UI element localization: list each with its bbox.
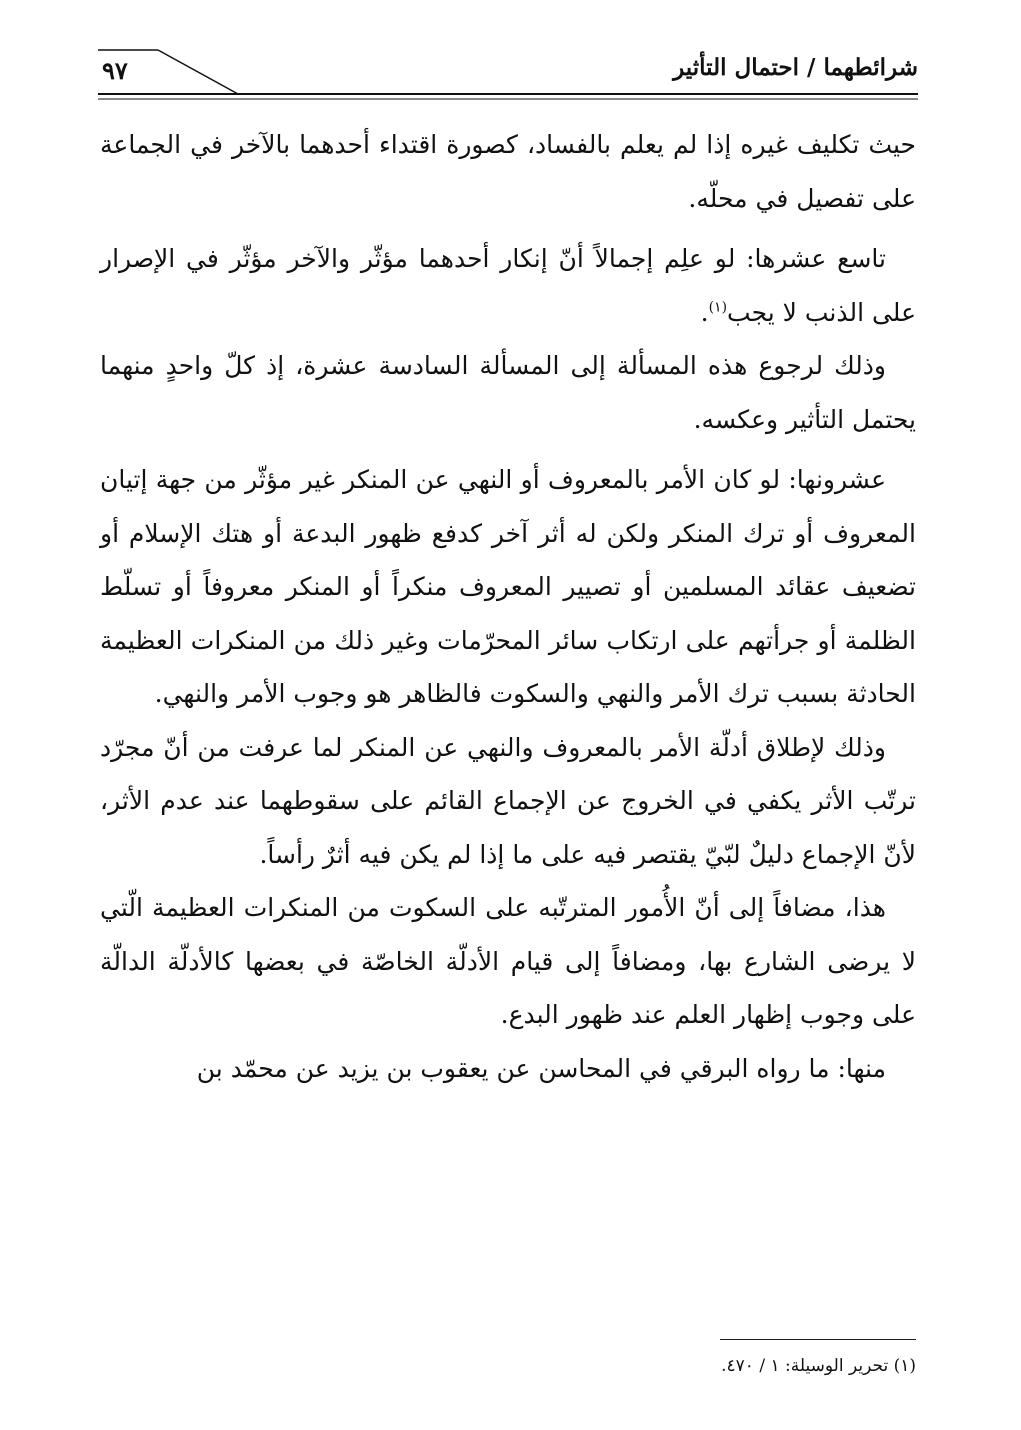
footnote-separator — [720, 1339, 916, 1340]
running-title: شرائطهما / احتمال التأثير — [673, 54, 918, 81]
paragraph: منها: ما رواه البرقي في المحاسن عن يعقوب بن يزيد عن محمّد بن — [196, 1053, 886, 1083]
page-header — [98, 46, 918, 102]
paragraph: وذلك لرجوع هذه المسألة إلى المسألة السادسة عشرة، إذ كلّ واحدٍ منهما يحتمل التأثير وعكسه. — [100, 351, 916, 434]
paragraph-text: تاسع عشرها: لو علِم إجمالاً أنّ إنكار أحدهما مؤثّر والآخر مؤثّر في الإصرار على الذنب لا يجب — [100, 244, 916, 327]
footnote: (١) تحرير الوسيلة: ١ / ٤٧٠. — [721, 1356, 916, 1376]
page-number: ٩٧ — [102, 56, 128, 85]
page-body — [100, 118, 916, 1095]
paragraph: عشرونها: لو كان الأمر بالمعروف أو النهي عن المنكر غير مؤثّر من جهة إتيان المعروف أو ترك المنكر ولكن له أثر آخر كدفع ظهور البدعة أو هتك الإسلام أو تضعيف عقائد المسلمين أو تصيير المعروف منكراً أو المنكر معروفاً أو تسلّط الظلمة أو جرأتهم على ارتكاب سائر المحرّمات وغير ذلك من المنكرات العظيمة الحادثة بسبب ترك الأمر والنهي والسكوت فالظاهر هو وجوب الأمر والنهي. — [100, 465, 916, 708]
paragraph-tail: . — [700, 297, 709, 327]
paragraph — [100, 232, 916, 339]
paragraph: هذا، مضافاً إلى أنّ الأُمور المترتّبه على السكوت من المنكرات العظيمة الّتي لا يرضى الشارع بها، ومضافاً إلى قيام الأدلّة الخاصّة في بعضها كالأدلّة الدالّة على وجوب إظهار العلم عند ظهور البدع. — [100, 893, 916, 1029]
paragraph: وذلك لإطلاق أدلّة الأمر بالمعروف والنهي عن المنكر لما عرفت من أنّ مجرّد ترتّب الأثر يكفي في الخروج عن الإجماع القائم على سقوطهما عند عدم الأثر، لأنّ الإجماع دليلٌ لبّيّ يقتصر فيه على ما إذا لم يكن فيه أثرٌ رأساً. — [100, 732, 916, 869]
paragraph: حيث تكليف غيره إذا لم يعلم بالفساد، كصورة اقتداء أحدهما بالآخر في الجماعة على تفصيل في محلّه. — [100, 130, 916, 213]
footnote-marker: (١) — [708, 299, 728, 316]
